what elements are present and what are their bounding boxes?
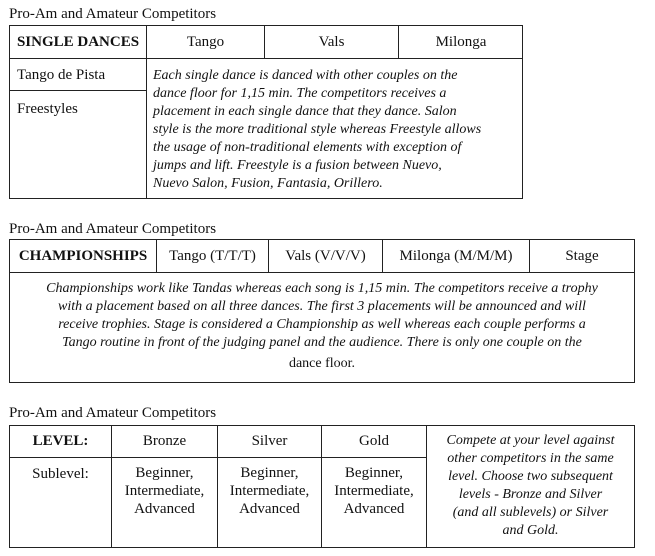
gold-sublevels: Beginner, Intermediate, Advanced <box>334 465 414 517</box>
level-note: Compete at your level against other competitors in the same level. Choose two subsequent levels - Bronze and Silver (and all sublevels) or Silver and Gold. <box>446 433 615 538</box>
silver-sublevels: Beginner, Intermediate, Advanced <box>229 465 310 517</box>
header-vals-vvv: Vals (V/V/V) <box>285 247 366 264</box>
championships-table <box>9 239 635 383</box>
header-vals: Vals <box>318 33 345 50</box>
single-dances-table <box>9 25 523 199</box>
row-label-tango-de-pista: Tango de Pista <box>17 66 106 83</box>
levels-table <box>9 425 635 548</box>
header-milonga-mmm: Milonga (M/M/M) <box>399 247 513 264</box>
section3-caption: Pro-Am and Amateur Competitors <box>9 405 217 421</box>
row-label-freestyles: Freestyles <box>17 100 78 117</box>
header-tango-ttt: Tango (T/T/T) <box>169 247 256 264</box>
section1-caption: Pro-Am and Amateur Competitors <box>9 6 217 22</box>
header-milonga: Milonga <box>435 33 487 50</box>
single-dances-description: Each single dance is danced with other couples on the dance floor for 1,15 min. The competitors receives a placement in each single dance that they dance. Salon style is the more traditional style whereas Freestyle allows the usage of non-traditional elements with exception of jumps and lift. Freestyle is a fusion between Nuevo, Nuevo Salon, Fusion, Fantasia, Orillero. <box>153 68 482 191</box>
header-single-dances: SINGLE DANCES <box>16 33 140 50</box>
level-label: LEVEL: <box>32 433 89 449</box>
level-bronze: Bronze <box>142 433 187 449</box>
section2-caption: Pro-Am and Amateur Competitors <box>9 221 217 237</box>
level-gold: Gold <box>359 433 389 449</box>
header-tango: Tango <box>186 33 225 50</box>
header-championships: CHAMPIONSHIPS <box>18 247 148 264</box>
header-stage: Stage <box>565 247 599 264</box>
bronze-sublevels: Beginner, Intermediate, Advanced <box>124 465 205 517</box>
level-silver: Silver <box>251 433 288 449</box>
championships-description: Championships work like Tandas whereas each song is 1,15 min. The competitors receive a trophy with a placement based on all three dances. The first 3 placements will be announced and will receive trophies. Stage is considered a Championship as well whereas each couple performs a Tango routine in front of the judging panel and the audience. There is only one couple on the dance floor. <box>46 281 598 371</box>
sublevel-label: Sublevel: <box>32 465 89 482</box>
